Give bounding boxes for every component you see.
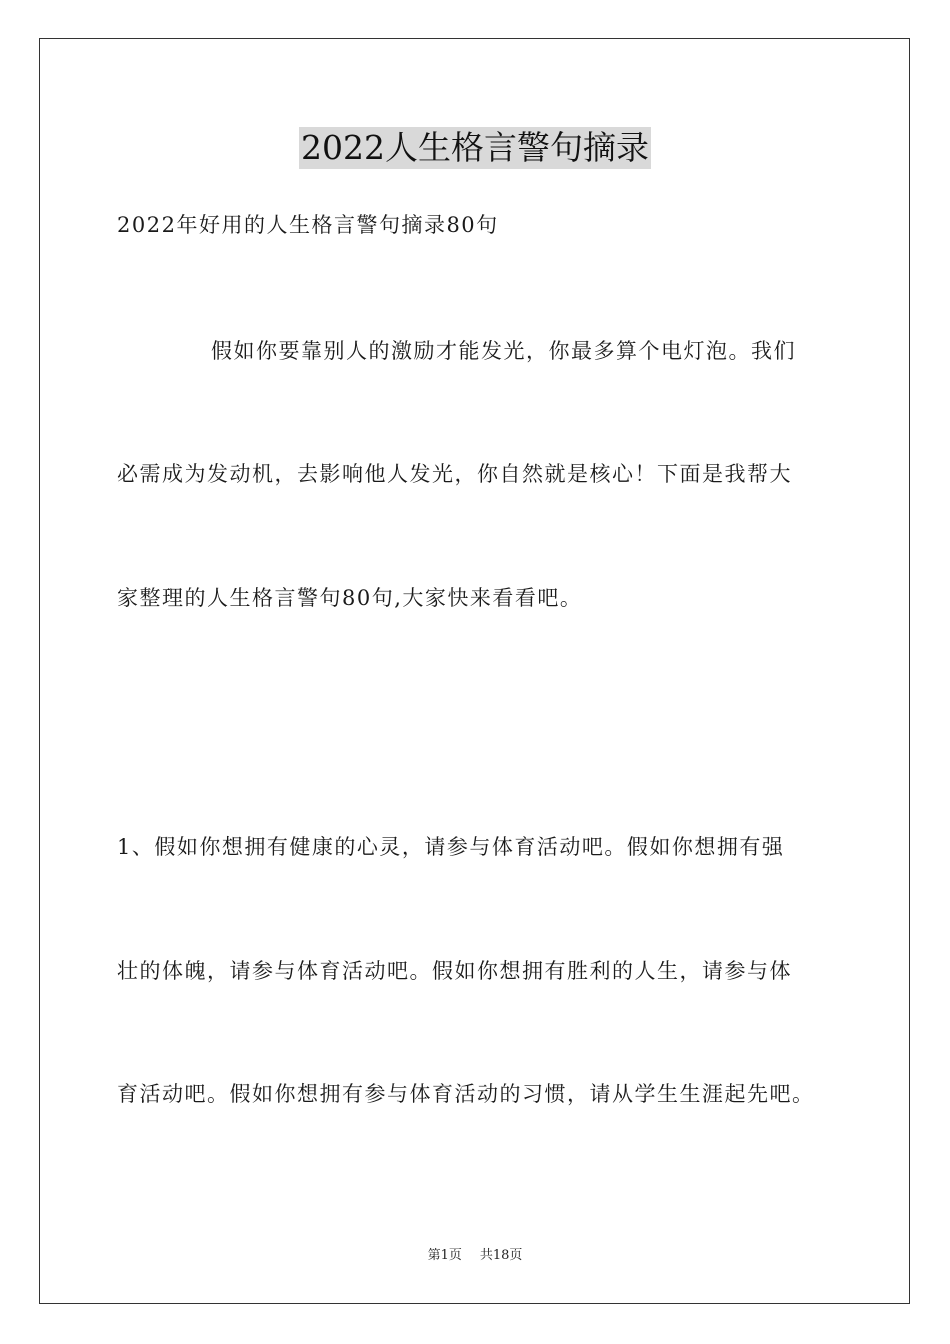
item1-line-1: 1、假如你想拥有健康的心灵，请参与体育活动吧。假如你想拥有强 xyxy=(117,835,785,859)
intro-line-2: 必需成为发动机，去影响他人发光，你自然就是核心！下面是我帮大 xyxy=(117,462,792,486)
intro-line-1: 假如你要靠别人的激励才能发光，你最多算个电灯泡。我们 xyxy=(211,339,796,363)
document-subtitle: 2022年好用的人生格言警句摘录80句 xyxy=(117,213,499,237)
intro-line-3: 家整理的人生格言警句80句,大家快来看看吧。 xyxy=(117,586,583,610)
page-number: 第1页 xyxy=(427,1248,462,1263)
page-total: 共18页 xyxy=(479,1248,523,1263)
item1-line-3: 育活动吧。假如你想拥有参与体育活动的习惯，请从学生生涯起先吧。 xyxy=(117,1082,815,1106)
page-footer xyxy=(0,1247,950,1265)
item1-line-2: 壮的体魄，请参与体育活动吧。假如你想拥有胜利的人生，请参与体 xyxy=(117,959,792,983)
document-title: 2022人生格言警句摘录 xyxy=(301,128,649,167)
title-container xyxy=(0,127,950,169)
